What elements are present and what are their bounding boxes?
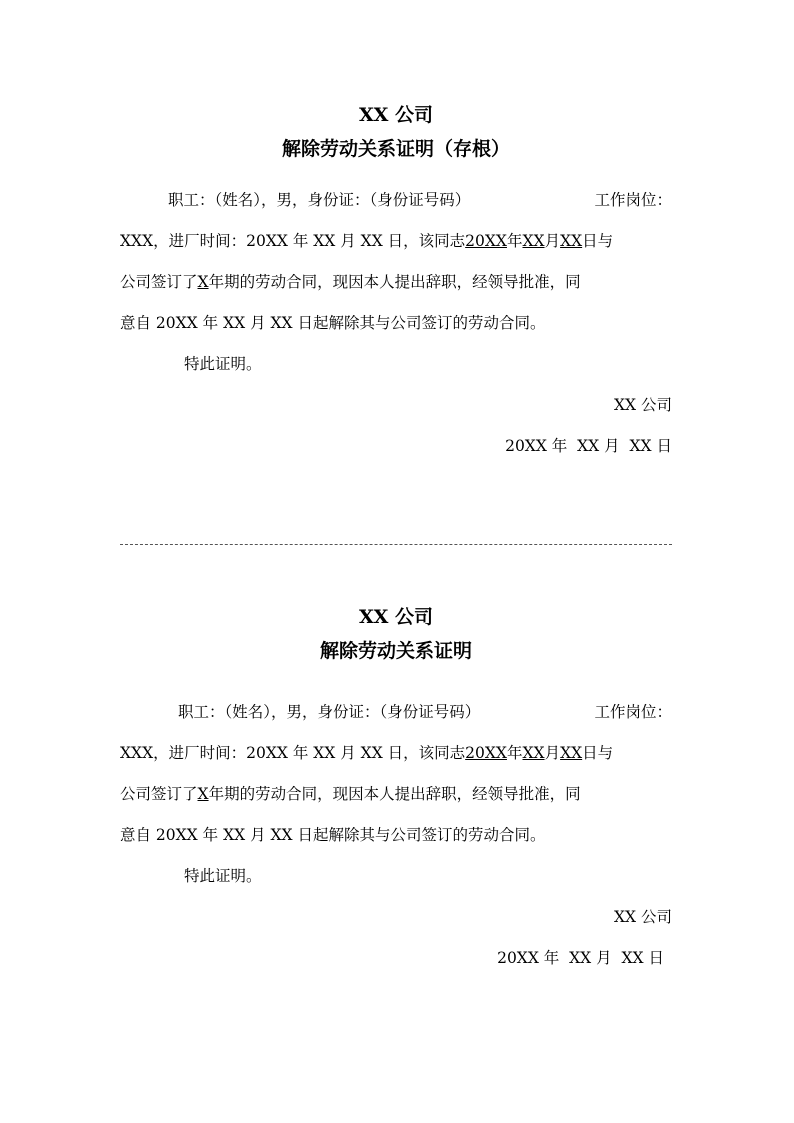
entry-date-text: XXX，进厂时间：20XX 年 XX 月 XX 日，该同志 (120, 232, 466, 250)
contract-text-a: 公司签订了 (120, 273, 198, 291)
day-unit-with: 日与 (582, 232, 614, 250)
month-unit: 月 (544, 744, 561, 762)
certificate-body (120, 180, 672, 385)
sign-month-field: XX (522, 744, 545, 762)
company-heading: XX 公司 (358, 606, 434, 628)
contract-term-field: X (197, 273, 209, 291)
day-unit-with: 日与 (582, 744, 614, 762)
certificate-title: 解除劳动关系证明 (319, 640, 472, 662)
contract-text-b: 年期的劳动合同，现因本人提出辞职，经领导批准，同 (208, 273, 581, 291)
special-statement: 特此证明。 (184, 867, 262, 885)
contract-text-b: 年期的劳动合同，现因本人提出辞职，经领导批准，同 (208, 785, 581, 803)
job-position-label: 工作岗位： (594, 191, 672, 209)
body-line-4: 意自 20XX 年 XX 月 XX 日起解除其与公司签订的劳动合同。 (120, 826, 546, 844)
signature-company: XX 公司 (614, 908, 672, 926)
sign-day-field: XX (560, 232, 583, 250)
employee-info: 职工：（姓名），男，身份证：（身份证号码） (168, 191, 471, 209)
certificate-stub (120, 100, 672, 467)
contract-text-a: 公司签订了 (120, 785, 198, 803)
sign-month-field: XX (522, 232, 545, 250)
body-line-3 (120, 262, 672, 303)
year-unit: 年 (506, 232, 523, 250)
contract-term-field: X (197, 785, 209, 803)
sign-day-field: XX (560, 744, 583, 762)
sign-year-field: 20XX (465, 744, 507, 762)
special-statement: 特此证明。 (184, 355, 262, 373)
month-unit: 月 (544, 232, 561, 250)
signature-date: 20XX 年 XX 月 XX 日 (497, 949, 664, 967)
signature-date: 20XX 年 XX 月 XX 日 (505, 437, 672, 455)
year-unit: 年 (506, 744, 523, 762)
sign-year-field: 20XX (465, 232, 507, 250)
body-line-2 (120, 733, 672, 774)
employee-info: 职工：（姓名），男，身份证：（身份证号码） (178, 703, 481, 721)
body-line-1 (120, 180, 672, 221)
certificate-body (120, 692, 672, 897)
certificate-main (120, 602, 672, 979)
body-line-1 (120, 692, 672, 733)
job-position-label: 工作岗位： (594, 703, 672, 721)
body-line-4: 意自 20XX 年 XX 月 XX 日起解除其与公司签订的劳动合同。 (120, 314, 546, 332)
company-heading: XX 公司 (358, 104, 434, 126)
certificate-title: 解除劳动关系证明（存根） (281, 138, 510, 160)
cut-line-divider (120, 544, 672, 545)
signature-company: XX 公司 (614, 396, 672, 414)
body-line-2 (120, 221, 672, 262)
entry-date-text: XXX，进厂时间：20XX 年 XX 月 XX 日，该同志 (120, 744, 466, 762)
body-line-3 (120, 774, 672, 815)
